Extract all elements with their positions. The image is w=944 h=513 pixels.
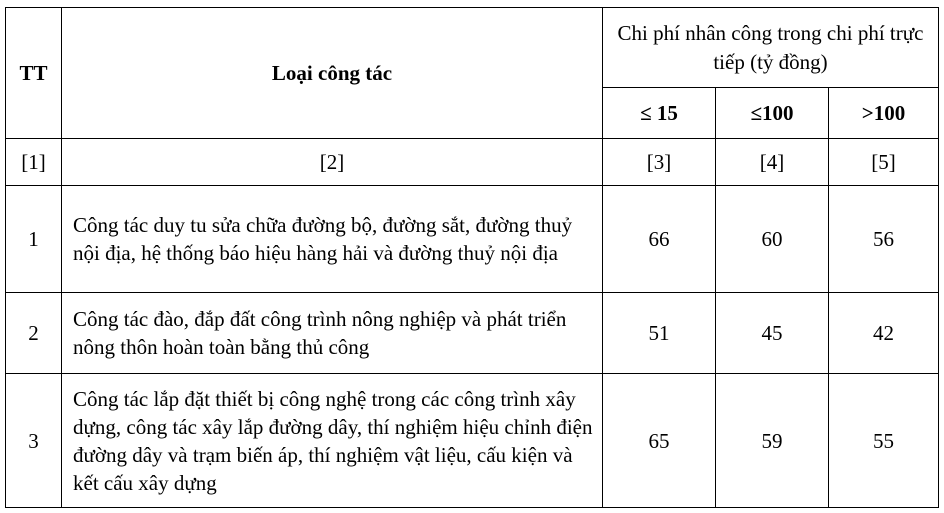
index-row <box>6 139 939 186</box>
table-row <box>6 293 939 374</box>
row-value: 45 <box>716 293 829 374</box>
row-value: 65 <box>603 374 716 508</box>
header-row-1 <box>6 8 939 88</box>
row-tt: 2 <box>6 293 62 374</box>
header-work-type: Loại công tác <box>62 8 603 139</box>
row-description: Công tác lắp đặt thiết bị công nghệ trong các công trình xây dựng, công tác xây lắp đường dây, thí nghiệm hiệu chỉnh điện đường dây và trạm biến áp, thí nghiệm vật liệu, cấu kiện và kết cấu xây dựng <box>62 374 603 508</box>
index-cell: [5] <box>829 139 939 186</box>
row-description: Công tác đào, đắp đất công trình nông nghiệp và phát triển nông thôn hoàn toàn bằng thủ công <box>62 293 603 374</box>
labor-cost-table <box>5 7 939 508</box>
row-tt: 3 <box>6 374 62 508</box>
table-row <box>6 374 939 508</box>
index-cell: [1] <box>6 139 62 186</box>
row-description: Công tác duy tu sửa chữa đường bộ, đường sắt, đường thuỷ nội địa, hệ thống báo hiệu hàng hải và đường thuỷ nội địa <box>62 186 603 293</box>
row-value: 42 <box>829 293 939 374</box>
index-cell: [2] <box>62 139 603 186</box>
header-threshold-over-100: >100 <box>829 88 939 139</box>
index-cell: [4] <box>716 139 829 186</box>
row-tt: 1 <box>6 186 62 293</box>
row-value: 56 <box>829 186 939 293</box>
index-cell: [3] <box>603 139 716 186</box>
header-tt: TT <box>6 8 62 139</box>
row-value: 60 <box>716 186 829 293</box>
header-threshold-100: ≤100 <box>716 88 829 139</box>
header-threshold-15: ≤ 15 <box>603 88 716 139</box>
row-value: 55 <box>829 374 939 508</box>
row-value: 66 <box>603 186 716 293</box>
row-value: 59 <box>716 374 829 508</box>
row-value: 51 <box>603 293 716 374</box>
table-row <box>6 186 939 293</box>
header-labor-cost-group: Chi phí nhân công trong chi phí trực tiếp (tỷ đồng) <box>603 8 939 88</box>
